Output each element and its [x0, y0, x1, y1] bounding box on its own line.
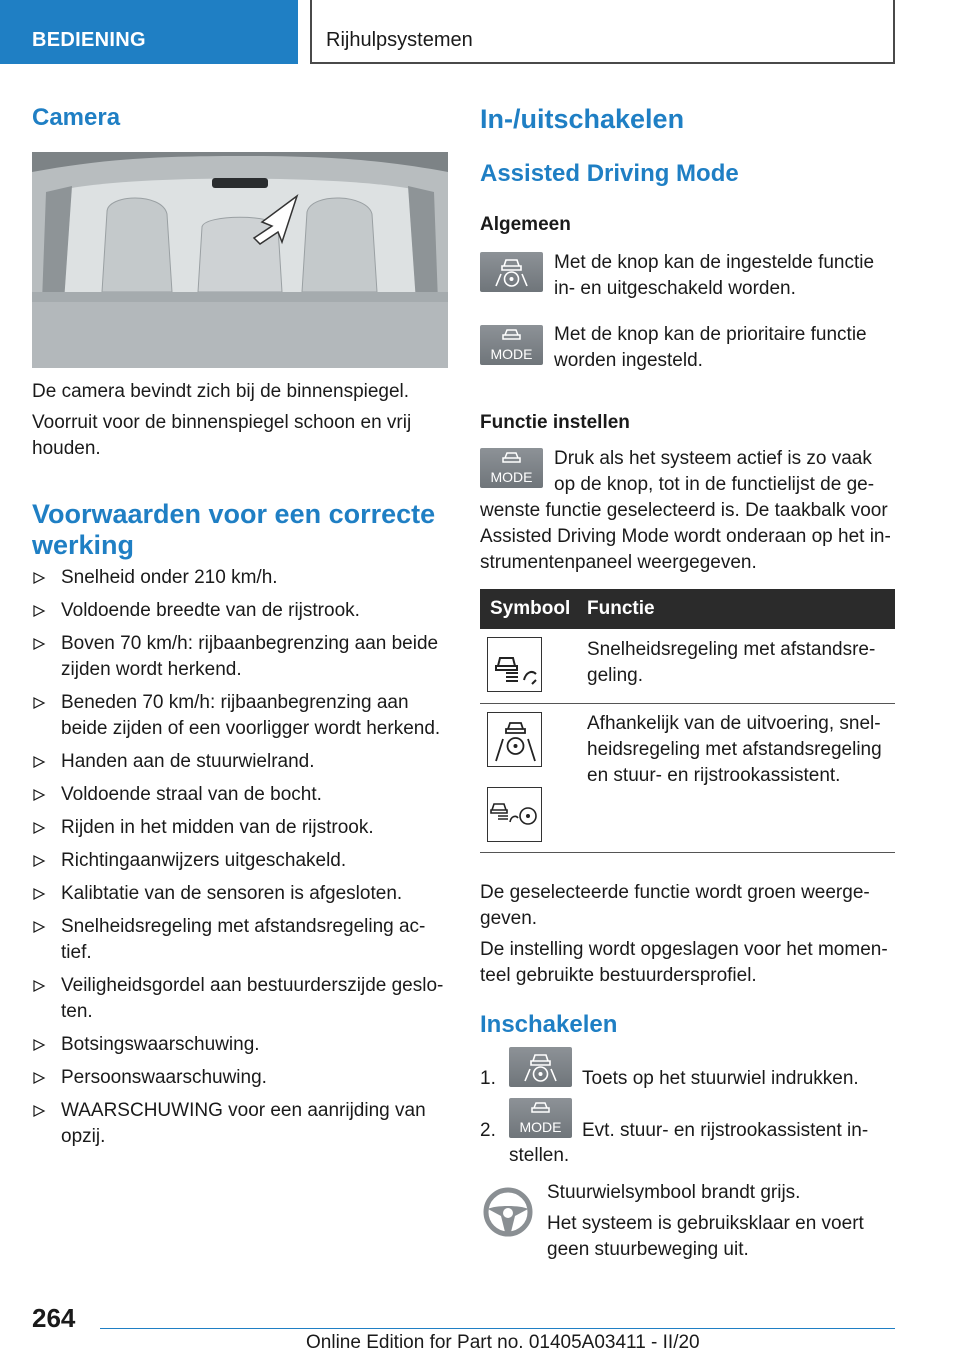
- list-item: Snelheid onder 210 km/h.: [32, 565, 452, 591]
- conditions-list: [32, 565, 452, 1157]
- camera-location-photo: [32, 152, 448, 368]
- triangle-bullet-icon: [32, 887, 46, 901]
- column-header-symbol: Symbool: [490, 598, 571, 619]
- list-item: Handen aan de stuurwielrand.: [32, 749, 452, 775]
- list-item: Voldoende straal van de bocht.: [32, 782, 452, 808]
- triangle-bullet-icon: [32, 854, 46, 868]
- triangle-bullet-icon: [32, 1071, 46, 1085]
- camera-paragraph-2: Voorruit voor de binnenspiegel schoon en vrij houden.: [32, 412, 412, 459]
- footer-rule: [100, 1328, 895, 1329]
- list-item: Snelheidsregeling met afstandsregeling ac-tief.: [32, 914, 452, 966]
- set-function-heading: Functie instellen: [480, 412, 630, 433]
- header-chapter-box: [310, 0, 895, 64]
- function-table-header: [480, 589, 895, 629]
- table-row-2-function: Afhankelijk van de uitvoering, snel-heidsregeling met afstandsregeling en stuur- en rijstrookassistent.: [587, 713, 882, 786]
- mode-button-icon: [480, 325, 543, 365]
- list-item: Boven 70 km/h: rijbaanbegrenzing aan beide zijden wordt herkend.: [32, 631, 452, 683]
- header-chapter-title: Rijhulpsystemen: [326, 29, 473, 51]
- triangle-bullet-icon: [32, 604, 46, 618]
- list-item: Persoonswaarschuwing.: [32, 1065, 452, 1091]
- step-2-number: 2.: [480, 1120, 496, 1141]
- after-paragraph-2: De instelling wordt opgeslagen voor het momen-teel gebruikte bestuurdersprofiel.: [480, 939, 888, 986]
- step-2-text-line1: Evt. stuur- en rijstrookassistent in-: [582, 1120, 869, 1141]
- triangle-bullet-icon: [32, 821, 46, 835]
- general-heading: Algemeen: [480, 214, 571, 235]
- list-item: Kalibtatie van de sensoren is afgesloten.: [32, 881, 452, 907]
- onoff-heading: In-/uitschakelen: [480, 104, 685, 134]
- conditions-heading: Voorwaarden voor een correcte werking: [32, 499, 436, 560]
- wheel-paragraph-2: Het systeem is gebruiksklaar en voert geen stuurbeweging uit.: [547, 1213, 864, 1260]
- triangle-bullet-icon: [32, 920, 46, 934]
- list-item: Veiligheidsgordel aan bestuurderszijde geslo-ten.: [32, 973, 452, 1025]
- camera-paragraph-1: De camera bevindt zich bij de binnenspiegel.: [32, 381, 410, 402]
- column-header-function: Functie: [587, 598, 655, 619]
- camera-heading: Camera: [32, 104, 121, 131]
- assist-button-icon: [480, 252, 543, 292]
- table-row-1-function: Snelheidsregeling met afstandsre-geling.: [587, 639, 876, 686]
- set-function-paragraph: Druk als het systeem actief is zo vaak op de knop, tot in de functielijst de ge-wenste functie geselecteerd is. De taakbalk voor Assisted Driving Mode wordt onderaan op het in-strumentenpaneel weergegeven.: [480, 448, 891, 573]
- triangle-bullet-icon: [32, 1038, 46, 1052]
- footer-edition: Online Edition for Part no. 01405A03411 - II/20: [306, 1332, 700, 1353]
- triangle-bullet-icon: [32, 1104, 46, 1118]
- table-divider: [480, 703, 895, 704]
- list-item: Botsingswaarschuwing.: [32, 1032, 452, 1058]
- general-paragraph-2: Met de knop kan de prioritaire functie worden ingesteld.: [554, 324, 867, 371]
- triangle-bullet-icon: [32, 571, 46, 585]
- mode-button-icon: MODE: [509, 1098, 572, 1138]
- list-item: WAARSCHUWING voor een aanrijding van opzij.: [32, 1098, 452, 1150]
- acc-symbol-icon: [487, 637, 542, 692]
- steering-wheel-icon: [481, 1185, 535, 1239]
- switch-on-heading: Inschakelen: [480, 1011, 618, 1038]
- list-item: Beneden 70 km/h: rijbaanbegrenzing aan beide zijden of een voorligger wordt herkend.: [32, 690, 452, 742]
- list-item: Rijden in het midden van de rijstrook.: [32, 815, 452, 841]
- mode-button-icon: MODE: [480, 448, 543, 488]
- triangle-bullet-icon: [32, 979, 46, 993]
- triangle-bullet-icon: [32, 788, 46, 802]
- page-number: 264: [32, 1303, 76, 1333]
- assist-button-icon: [509, 1047, 572, 1087]
- lane-assist-symbol-icon: [487, 712, 542, 767]
- general-paragraph-1: Met de knop kan de ingestelde functie in- en uitgeschakeld worden.: [554, 252, 875, 299]
- step-1-text: Toets op het stuurwiel indrukken.: [582, 1068, 859, 1089]
- header-section-title: BEDIENING: [32, 29, 146, 51]
- triangle-bullet-icon: [32, 755, 46, 769]
- mode-label: MODE: [490, 346, 533, 362]
- step-2-text-line2: stellen.: [509, 1145, 570, 1166]
- list-item: Voldoende breedte van de rijstrook.: [32, 598, 452, 624]
- assisted-driving-heading: Assisted Driving Mode: [480, 160, 739, 187]
- acc-steering-symbol-icon: [487, 787, 542, 842]
- step-1-number: 1.: [480, 1068, 496, 1089]
- table-divider: [480, 852, 895, 853]
- header-section-tab: [0, 0, 298, 64]
- wheel-paragraph-1: Stuurwielsymbool brandt grijs.: [547, 1182, 801, 1203]
- after-paragraph-1: De geselecteerde functie wordt groen weerge-geven.: [480, 882, 870, 929]
- triangle-bullet-icon: [32, 637, 46, 651]
- triangle-bullet-icon: [32, 696, 46, 710]
- list-item: Richtingaanwijzers uitgeschakeld.: [32, 848, 452, 874]
